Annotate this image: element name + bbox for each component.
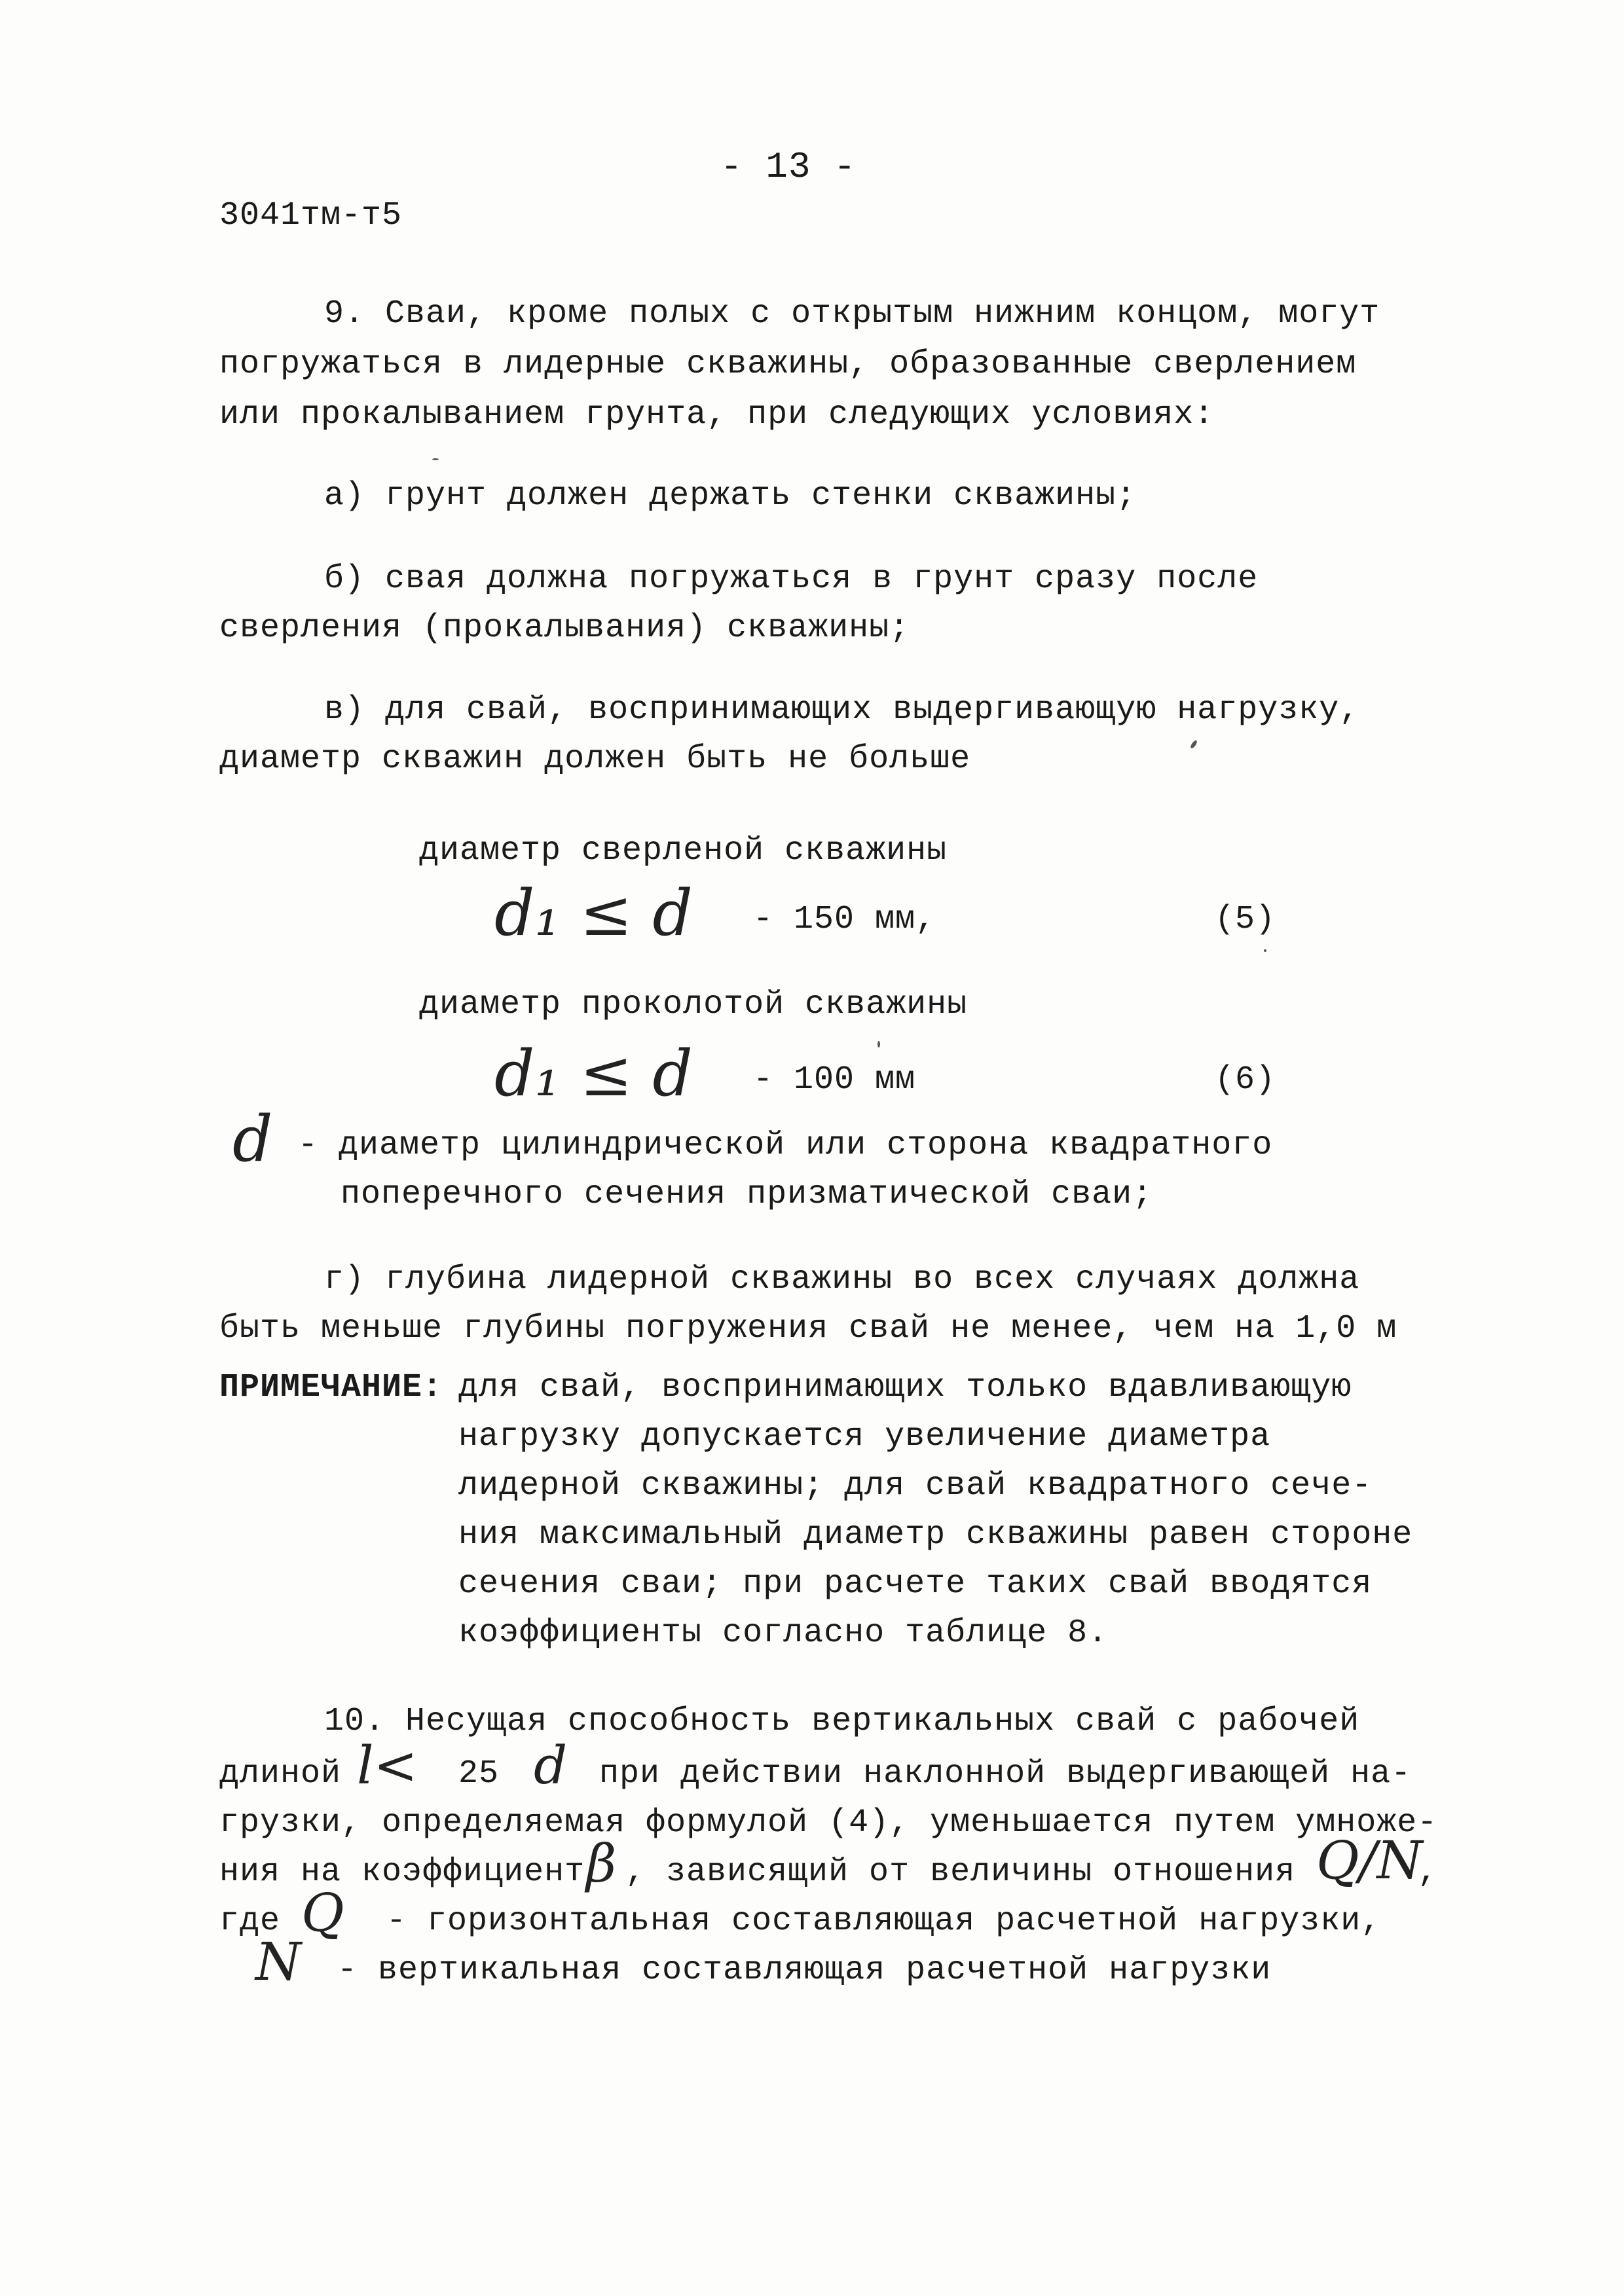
item10-line4-symbol-beta: β — [586, 1833, 617, 1894]
note-label: ПРИМЕЧАНИЕ: — [219, 1369, 443, 1406]
note-line1: для свай, воспринимающих только вдавливающую — [458, 1369, 1352, 1406]
item9-b-line2: сверления (прокалывания) скважины; — [219, 610, 910, 647]
scan-speck — [1190, 740, 1198, 750]
item9-line1: 9. Сваи, кроме полых с открытым нижним концом, могут — [324, 295, 1380, 333]
item9-v-line2: диаметр скважин должен быть не больше — [219, 740, 971, 778]
note-line6: коэффициенты согласно таблице 8. — [458, 1614, 1109, 1652]
formula5-expression: d₁ ≤ d — [494, 877, 693, 950]
item10-line2-c: при действии наклонной выдергивающей на- — [599, 1755, 1412, 1793]
item10-line4-a: ния на коэффициент — [219, 1853, 585, 1891]
scan-speck — [877, 1041, 880, 1048]
item10-line2-symbol-l: l< — [357, 1735, 418, 1796]
page-number: - 13 - — [720, 146, 857, 188]
formula6-tail: - 100 мм — [753, 1061, 916, 1099]
note-line2: нагрузку допускается увеличение диаметра — [458, 1418, 1271, 1455]
item9-line3: или прокалыванием грунта, при следующих условиях: — [219, 396, 1215, 433]
item10-line2-a: длиной — [219, 1755, 342, 1793]
item9-b-line1: б) свая должна погружаться в грунт сразу после — [324, 560, 1259, 598]
item10-line5-a: где — [219, 1903, 281, 1940]
item9-line2: погружаться в лидерные скважины, образованные сверлением — [219, 346, 1357, 383]
item10-line4-ratio: Q/N — [1316, 1830, 1423, 1891]
formula6-number: (6) — [1215, 1061, 1276, 1099]
scan-speck — [1264, 949, 1266, 952]
formula5-tail: - 150 мм, — [753, 901, 936, 938]
note-line5: сечения сваи; при расчете таких свай вводятся — [458, 1565, 1373, 1603]
note-line4: ния максимальный диаметр скважины равен стороне — [458, 1516, 1413, 1554]
item10-line6-b: - вертикальная составляющая расчетной нагрузки — [337, 1952, 1272, 1989]
item10-line2-symbol-d: d — [534, 1735, 568, 1796]
scan-speck — [432, 458, 439, 460]
item10-line5-b: - горизонтальная составляющая расчетной нагрузки, — [386, 1903, 1382, 1940]
item10-line6-symbol-n: N — [255, 1931, 301, 1992]
formula5-number: (5) — [1215, 901, 1276, 938]
definition-line1: - диаметр цилиндрической или сторона квадратного — [298, 1127, 1273, 1164]
item-g-line1: г) глубина лидерной скважины во всех случаях должна — [324, 1261, 1360, 1298]
definition-symbol: d — [232, 1102, 273, 1176]
formula5-caption: диаметр сверленой скважины — [419, 832, 948, 869]
item10-line4-c: , — [1418, 1853, 1439, 1891]
formula6-caption: диаметр проколотой скважины — [419, 986, 968, 1023]
formula6-expression: d₁ ≤ d — [494, 1037, 693, 1110]
item10-line5-symbol-q: Q — [301, 1882, 344, 1943]
item9-v-line1: в) для свай, воспринимающих выдергивающую нагрузку, — [324, 691, 1360, 729]
item-g-line2: быть меньше глубины погружения свай не менее, чем на 1,0 м — [219, 1310, 1397, 1347]
item10-line4-b: , зависящий от величины отношения — [625, 1853, 1296, 1891]
note-line3: лидерной скважины; для свай квадратного сече- — [458, 1467, 1373, 1504]
item10-line1: 10. Несущая способность вертикальных свай с рабочей — [324, 1703, 1360, 1740]
item10-line2-b: 25 — [458, 1755, 500, 1793]
document-code: 3041тм-т5 — [219, 197, 403, 234]
item9-a: а) грунт должен держать стенки скважины; — [324, 477, 1137, 515]
definition-line2: поперечного сечения призматической сваи; — [341, 1176, 1153, 1213]
item10-line3: грузки, определяемая формулой (4), уменьшается путем умноже- — [219, 1804, 1438, 1842]
